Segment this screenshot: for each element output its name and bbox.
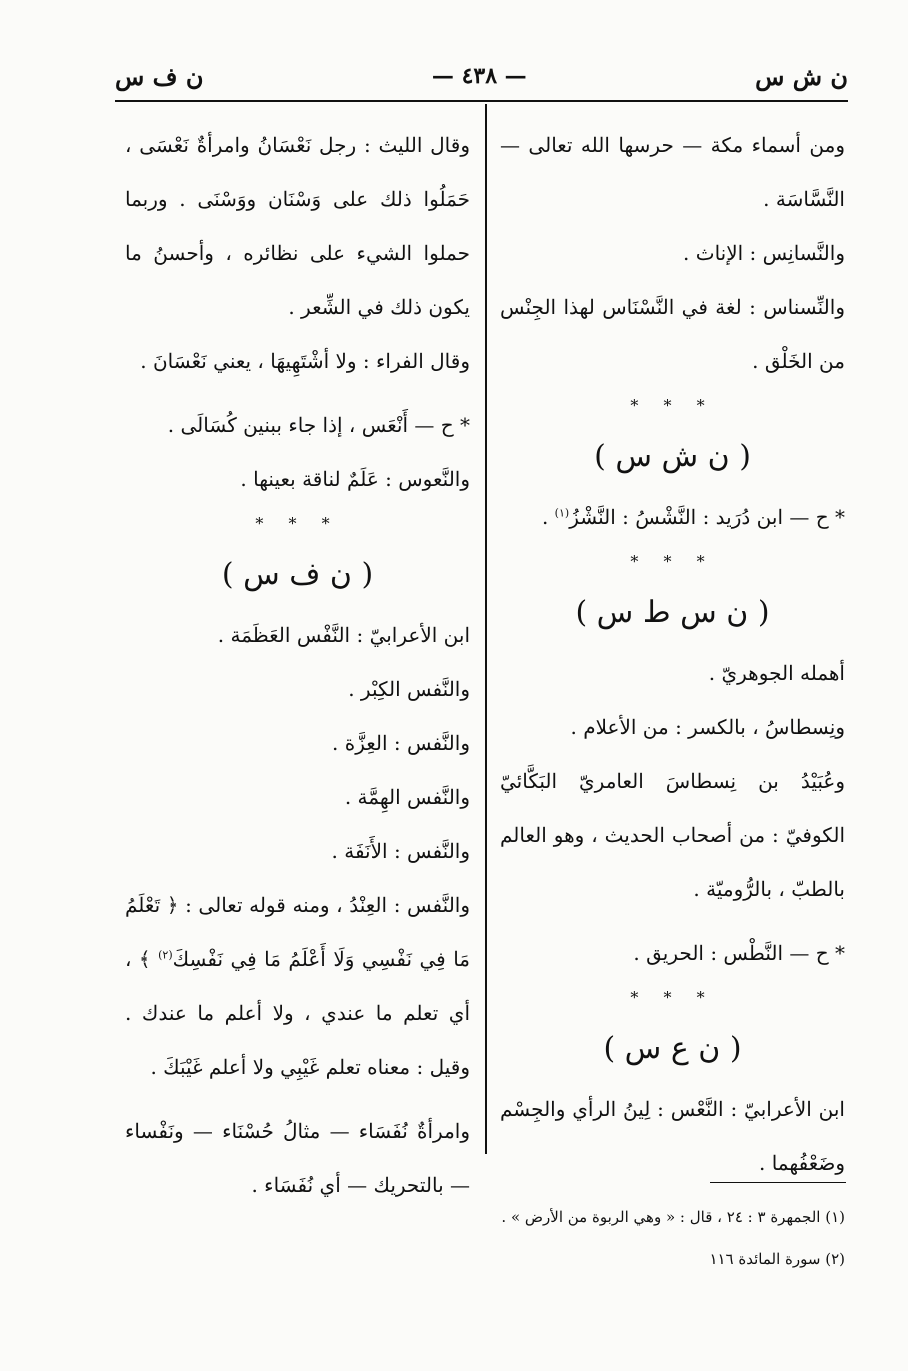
paragraph: أهمله الجوهريّ . [708, 661, 845, 685]
paragraph: وعُبَيْدُ بن نِسطاسَ العامريّ البَكَّائيّ الكوفيّ : من أصحاب الحديث ، وهو العالم بالطبّ ، بالرُّوميّة . [500, 769, 845, 901]
paragraph: ونِسطاسُ ، بالكسر : من الأعلام . [570, 715, 845, 739]
paragraph: والنَّسانِس : الإناث . [683, 241, 845, 265]
paragraph: ابن الأعرابيّ : النَّعْس : لِينُ الرأي والجِسْم وضَعْفُهما . [500, 1097, 845, 1175]
footnote-rule [710, 1182, 846, 1183]
right-column [500, 118, 845, 1190]
section-separator: * * * [630, 988, 715, 1007]
paragraph-text: * ح — ابن دُرَيد : النَّشْسُ : النَّشْزُ [569, 505, 845, 529]
footnote: (١) الجمهرة ٣ : ٢٤ ، قال : « وهي الربوة من الأرض » . [501, 1208, 845, 1226]
entry-heading: ( ن ش س ) [594, 439, 751, 474]
paragraph [125, 878, 470, 1094]
section-separator: * * * [630, 552, 715, 571]
header-rule [115, 100, 848, 102]
paragraph-text: . [541, 505, 555, 529]
entry-heading: ( ن ف س ) [221, 557, 374, 592]
section-separator: * * * [630, 396, 715, 415]
footnote-marker: (٢) [158, 948, 173, 962]
footnote-marker: (١) [554, 506, 570, 520]
running-header [115, 58, 848, 94]
paragraph: * ح — أَنْعَس ، إذا جاء ببنين كُسَالَى . [167, 413, 470, 437]
paragraph: والنَّفس الهِمَّة . [344, 785, 470, 809]
paragraph: والنَّفس : الأَنَفَة . [331, 839, 470, 863]
paragraph: * ح — النَّطْس : الحريق . [633, 941, 845, 965]
section-separator: * * * [255, 514, 340, 533]
paragraph-text: والنَّفس : العِنْدُ ، ومنه قوله تعالى : ﴿ تَعْلَمُ مَا فِي نَفْسِي وَلَا أَعْلَمُ مَا فِي نَفْسِكَ [125, 893, 471, 971]
paragraph: والنَّفس : العِزَّة . [332, 731, 470, 755]
paragraph: وامرأةٌ نُفَسَاء — مثالُ حُسْنَاء — ونَفْساء — بالتحريك — أي نُفَسَاء . [125, 1119, 470, 1197]
paragraph: والنَّعوس : عَلَمٌ لناقة بعينها . [240, 467, 470, 491]
entry-heading: ( ن ع س ) [603, 1031, 742, 1066]
header-right-root: ن ش س [755, 61, 848, 91]
footnotes [300, 1196, 845, 1280]
footnote: (٢) سورة المائدة ١١٦ [709, 1250, 845, 1268]
paragraph: ابن الأعرابيّ : النَّفْس العَظَمَة . [217, 623, 470, 647]
paragraph: والنَّفس الكِبْر . [348, 677, 470, 701]
paragraph [500, 490, 845, 544]
entry-heading: ( ن س ط س ) [575, 595, 770, 630]
paragraph-text: ﴾ ، أي تعلم ما عندي ، ولا أعلم ما عندك . وقيل : معناه تعلم غَيْبِي ولا أعلم غَيْبَكَ . [125, 947, 470, 1079]
paragraph: وقال الفراء : ولا أشْتَهِيهَا ، يعني نَعْسَانَ . [140, 349, 470, 373]
paragraph: ومن أسماء مكة — حرسها الله تعالى — النَّسَّاسَة . [500, 133, 845, 211]
column-divider [485, 104, 487, 1154]
paragraph: وقال الليث : رجل نَعْسَانُ وامرأةٌ نَعْسَى ، حَمَلُوا ذلك على وَسْنَان ووَسْنَى . وربما حملوا الشيء على نظائره ، وأحسنُ ما يكون ذلك في الشِّعر . [125, 133, 470, 319]
paragraph: والنِّسناس : لغة في النَّسْنَاس لهذا الجِنْس من الخَلْق . [500, 295, 845, 373]
header-left-root: ن ف س [115, 61, 204, 91]
page-number: — ٤٣٨ — [431, 63, 527, 89]
left-column [125, 118, 470, 1212]
